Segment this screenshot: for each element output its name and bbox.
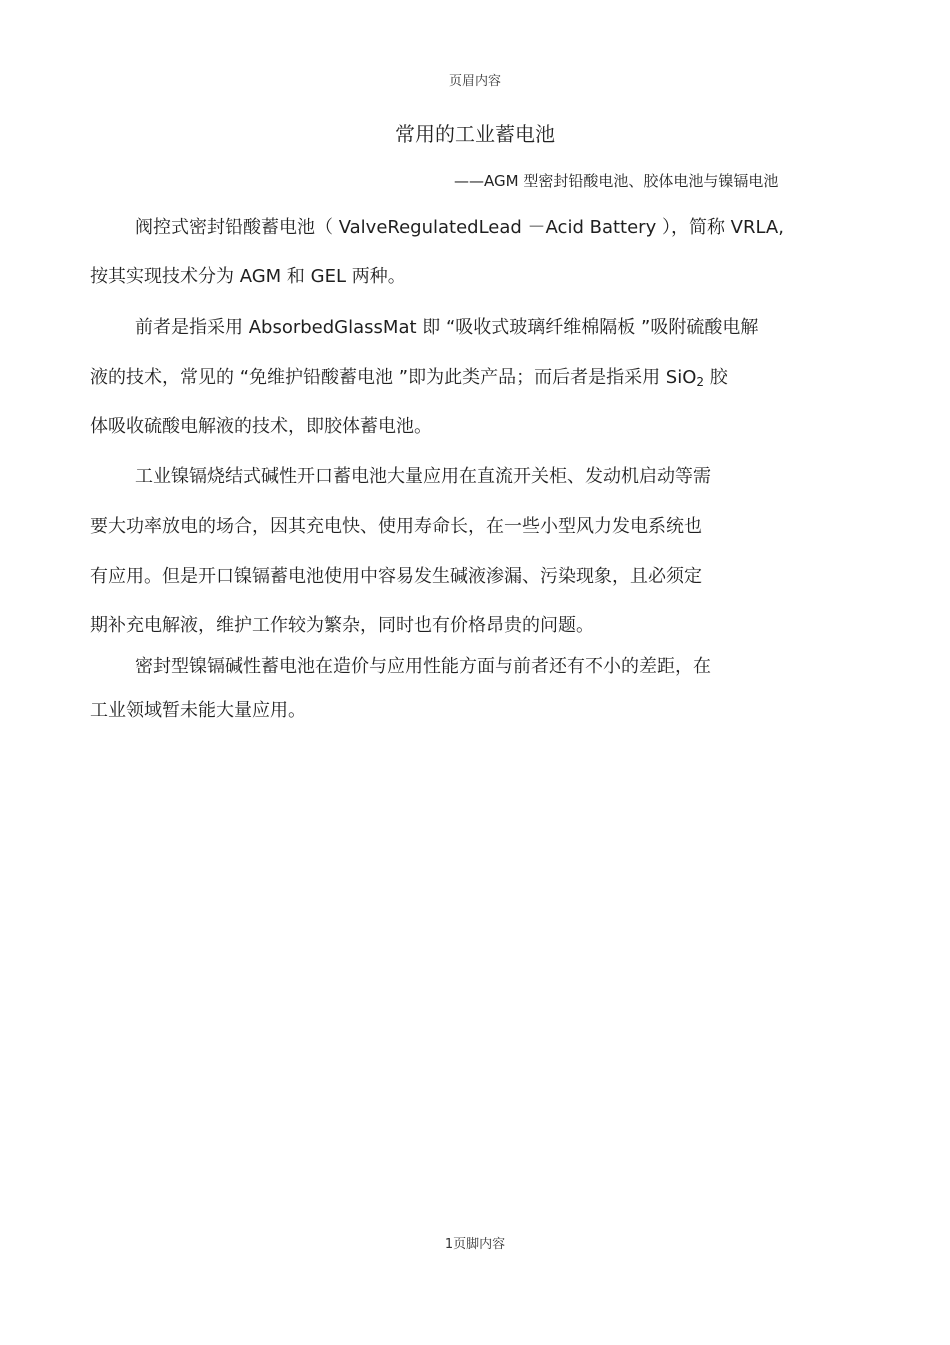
- paragraph-4-line-1: 密封型镍镉碱性蓄电池在造价与应用性能方面与前者还有不小的差距，在: [135, 656, 711, 677]
- paragraph-4-line-2: 工业领域暂未能大量应用。: [90, 700, 306, 721]
- document-title: 常用的工业蓄电池: [395, 122, 555, 146]
- paragraph-1-line-1: 阀控式密封铅酸蓄电池（ ValveRegulatedLead －Acid Battery ），简称 VRLA,: [135, 217, 784, 238]
- document-subtitle: ——AGM 型密封铅酸电池、胶体电池与镍镉电池: [454, 172, 779, 190]
- paragraph-2-line-1: 前者是指采用 AbsorbedGlassMat 即 “吸收式玻璃纤维棉隔板 ”吸附硫酸电解: [135, 317, 759, 338]
- paragraph-3-line-4: 期补充电解液，维护工作较为繁杂，同时也有价格昂贵的问题。: [90, 615, 594, 636]
- paragraph-3-line-2: 要大功率放电的场合，因其充电快、使用寿命长，在一些小型风力发电系统也: [90, 516, 702, 537]
- page-footer: 1页脚内容: [444, 1237, 506, 1252]
- page-header: 页眉内容: [448, 74, 501, 89]
- paragraph-2-line-2: [90, 363, 728, 389]
- paragraph-3-line-3: 有应用。但是开口镍镉蓄电池使用中容易发生碱液渗漏、污染现象，且必须定: [90, 566, 702, 587]
- sio2-subscript: 2: [696, 375, 705, 389]
- paragraph-3-line-1: 工业镍镉烧结式碱性开口蓄电池大量应用在直流开关柜、发动机启动等需: [135, 466, 711, 487]
- paragraph-2-line-2-text: 液的技术，常见的 “免维护铅酸蓄电池 ”即为此类产品；而后者是指采用 SiO: [90, 367, 697, 388]
- paragraph-2-line-2-end: 胶: [704, 367, 728, 388]
- paragraph-1-line-2: 按其实现技术分为 AGM 和 GEL 两种。: [90, 266, 406, 287]
- paragraph-2-line-3: 体吸收硫酸电解液的技术，即胶体蓄电池。: [90, 416, 432, 437]
